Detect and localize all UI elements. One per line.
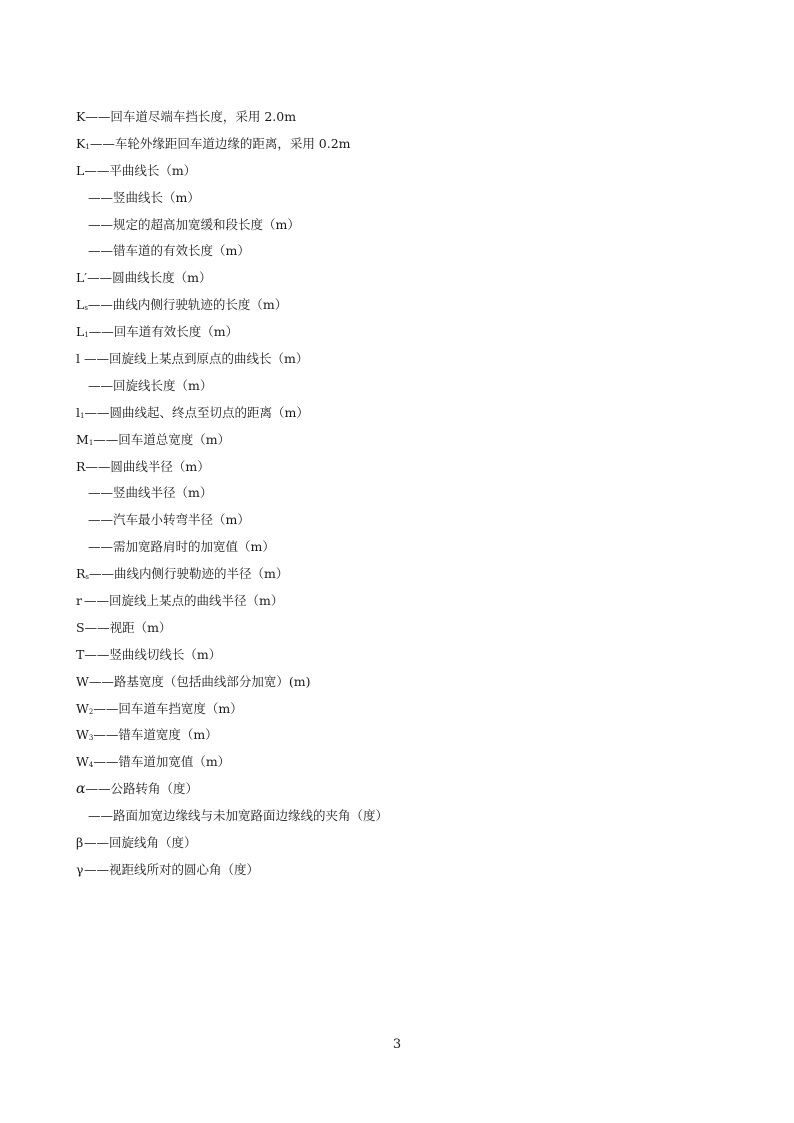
symbol-description: ——曲线内侧行驶轨迹的长度（m） <box>87 297 288 313</box>
symbol-description: ——回车道车挡宽度（m） <box>93 700 243 716</box>
symbol-letter: l <box>76 404 80 420</box>
symbol-letter: M <box>76 431 89 447</box>
symbol-subscript: s <box>84 304 88 313</box>
symbol-definition-row <box>76 588 388 615</box>
symbol-name <box>76 722 93 749</box>
symbol-name <box>76 615 85 642</box>
symbol-description: ——圆曲线起、终点至切点的距离（m） <box>84 404 309 420</box>
symbol-description: ——路基宽度（包括曲线部分加宽）(m) <box>88 673 311 689</box>
symbol-name <box>76 265 87 292</box>
symbol-subscript: s <box>85 573 90 582</box>
symbol-definition-row <box>76 400 388 427</box>
symbol-letter: K <box>76 109 86 124</box>
symbol-description: ——需加宽路肩时的加宽值（m） <box>84 539 275 555</box>
symbol-name <box>76 346 84 373</box>
symbol-name <box>76 319 89 346</box>
symbol-subscript: 1 <box>85 142 90 151</box>
symbol-definition-row <box>76 480 388 507</box>
symbol-definition-row <box>76 830 388 857</box>
symbol-letter: K <box>76 135 86 151</box>
symbol-letter: T <box>76 646 85 662</box>
symbol-definition-row <box>76 507 388 534</box>
symbol-description: ——回旋线角（度） <box>84 835 197 851</box>
symbol-description: ——曲线内侧行驶勒迹的半径（m） <box>89 566 289 582</box>
symbol-definition-row <box>76 104 388 131</box>
symbol-definition-row <box>76 534 388 561</box>
symbol-description: ——规定的超高加宽缓和段长度（m） <box>84 216 300 232</box>
symbol-definition-row <box>76 212 388 239</box>
symbol-description: ——公路转角（度） <box>85 781 198 797</box>
symbol-subscript: 2 <box>88 707 94 716</box>
symbol-name <box>76 454 85 481</box>
symbol-definition-row <box>76 292 388 319</box>
symbol-name <box>76 427 93 454</box>
symbol-definition-row <box>76 669 388 696</box>
symbol-letter: R <box>76 566 86 582</box>
symbol-definition-row <box>76 642 388 669</box>
symbol-description: ——平曲线长（m） <box>84 162 197 178</box>
symbol-letter: W <box>76 673 89 689</box>
symbol-definition-row <box>76 857 388 884</box>
symbol-definition-row <box>76 185 388 212</box>
symbol-description: ——回车道有效长度（m） <box>88 324 239 340</box>
page-number: 3 <box>392 1037 402 1052</box>
symbol-letter: r <box>76 593 82 609</box>
symbol-letter: W <box>76 700 89 716</box>
symbol-definition-row <box>76 158 388 185</box>
symbol-description: ——竖曲线半径（m） <box>84 485 213 501</box>
symbol-definition-row <box>76 749 388 776</box>
symbol-description: ——错车道加宽值（m） <box>93 754 231 770</box>
symbol-description: ——视距线所对的圆心角（度） <box>84 861 260 877</box>
symbol-name <box>76 561 89 588</box>
symbol-description: ——回旋线上某点的曲线半径（m） <box>84 593 284 609</box>
symbol-letter: S <box>76 619 85 635</box>
symbol-letter: L <box>76 162 85 178</box>
symbol-letter: R <box>76 458 86 474</box>
symbol-letter: L <box>76 324 85 340</box>
symbol-definition-row <box>76 373 388 400</box>
symbol-letter: W <box>76 754 89 770</box>
symbol-description: ——汽车最小转弯半径（m） <box>84 512 250 528</box>
symbol-description: ——车轮外缘距回车道边缘的距离，采用 0.2m <box>89 135 351 151</box>
symbol-description: ——竖曲线长（m） <box>84 189 200 205</box>
symbol-name <box>76 588 84 615</box>
symbol-letter: W <box>76 727 89 743</box>
symbol-subscript: 1 <box>88 438 94 447</box>
symbol-letter: L′ <box>76 270 88 286</box>
symbol-name <box>76 669 89 696</box>
symbol-description: ——回车道总宽度（m） <box>93 431 231 447</box>
symbol-definition-row <box>76 722 388 749</box>
symbol-definition-row <box>76 238 388 265</box>
symbol-letter: γ <box>76 861 84 877</box>
symbol-letter: l <box>76 351 80 367</box>
symbol-name <box>76 830 84 857</box>
symbol-description: ——回旋线上某点到原点的曲线长（m） <box>84 351 309 367</box>
symbol-name <box>76 696 93 723</box>
symbol-definition-row <box>76 346 388 373</box>
symbol-letter: α <box>76 781 86 798</box>
symbol-definition-row <box>76 803 388 830</box>
symbol-definition-row <box>76 776 388 803</box>
symbol-definition-row <box>76 131 388 158</box>
symbol-definition-row <box>76 561 388 588</box>
symbol-definition-row <box>76 696 388 723</box>
symbol-description: ——回旋线长度（m） <box>84 377 213 393</box>
symbol-letter: β <box>76 835 84 851</box>
symbol-description: ——错车道的有效长度（m） <box>84 243 250 259</box>
symbol-list <box>76 104 388 884</box>
symbol-description: ——视距（m） <box>84 619 172 635</box>
symbol-definition-row <box>76 615 388 642</box>
symbol-description: ——竖曲线切线长（m） <box>84 646 222 662</box>
symbol-definition-row <box>76 454 388 481</box>
symbol-subscript: 1 <box>84 331 89 340</box>
symbol-description: ——回车道尽端车挡长度，采用 2.0m <box>85 109 297 124</box>
symbol-subscript: 1 <box>80 411 85 420</box>
symbol-name <box>76 104 85 131</box>
symbol-name <box>76 292 88 319</box>
symbol-name <box>76 749 93 776</box>
symbol-definition-row <box>76 319 388 346</box>
symbol-definition-row <box>76 265 388 292</box>
symbol-description: ——路面加宽边缘线与未加宽路面边缘线的夹角（度） <box>84 808 388 824</box>
symbol-subscript: 4 <box>88 761 94 770</box>
symbol-definition-row <box>76 427 388 454</box>
symbol-name <box>76 857 84 884</box>
symbol-letter: L <box>76 297 85 313</box>
symbol-subscript: 3 <box>88 734 94 743</box>
symbol-name <box>76 131 90 158</box>
symbol-description: ——错车道宽度（m） <box>93 727 218 743</box>
symbol-description: ——圆曲线长度（m） <box>87 270 212 286</box>
symbol-description: ——圆曲线半径（m） <box>85 458 210 474</box>
